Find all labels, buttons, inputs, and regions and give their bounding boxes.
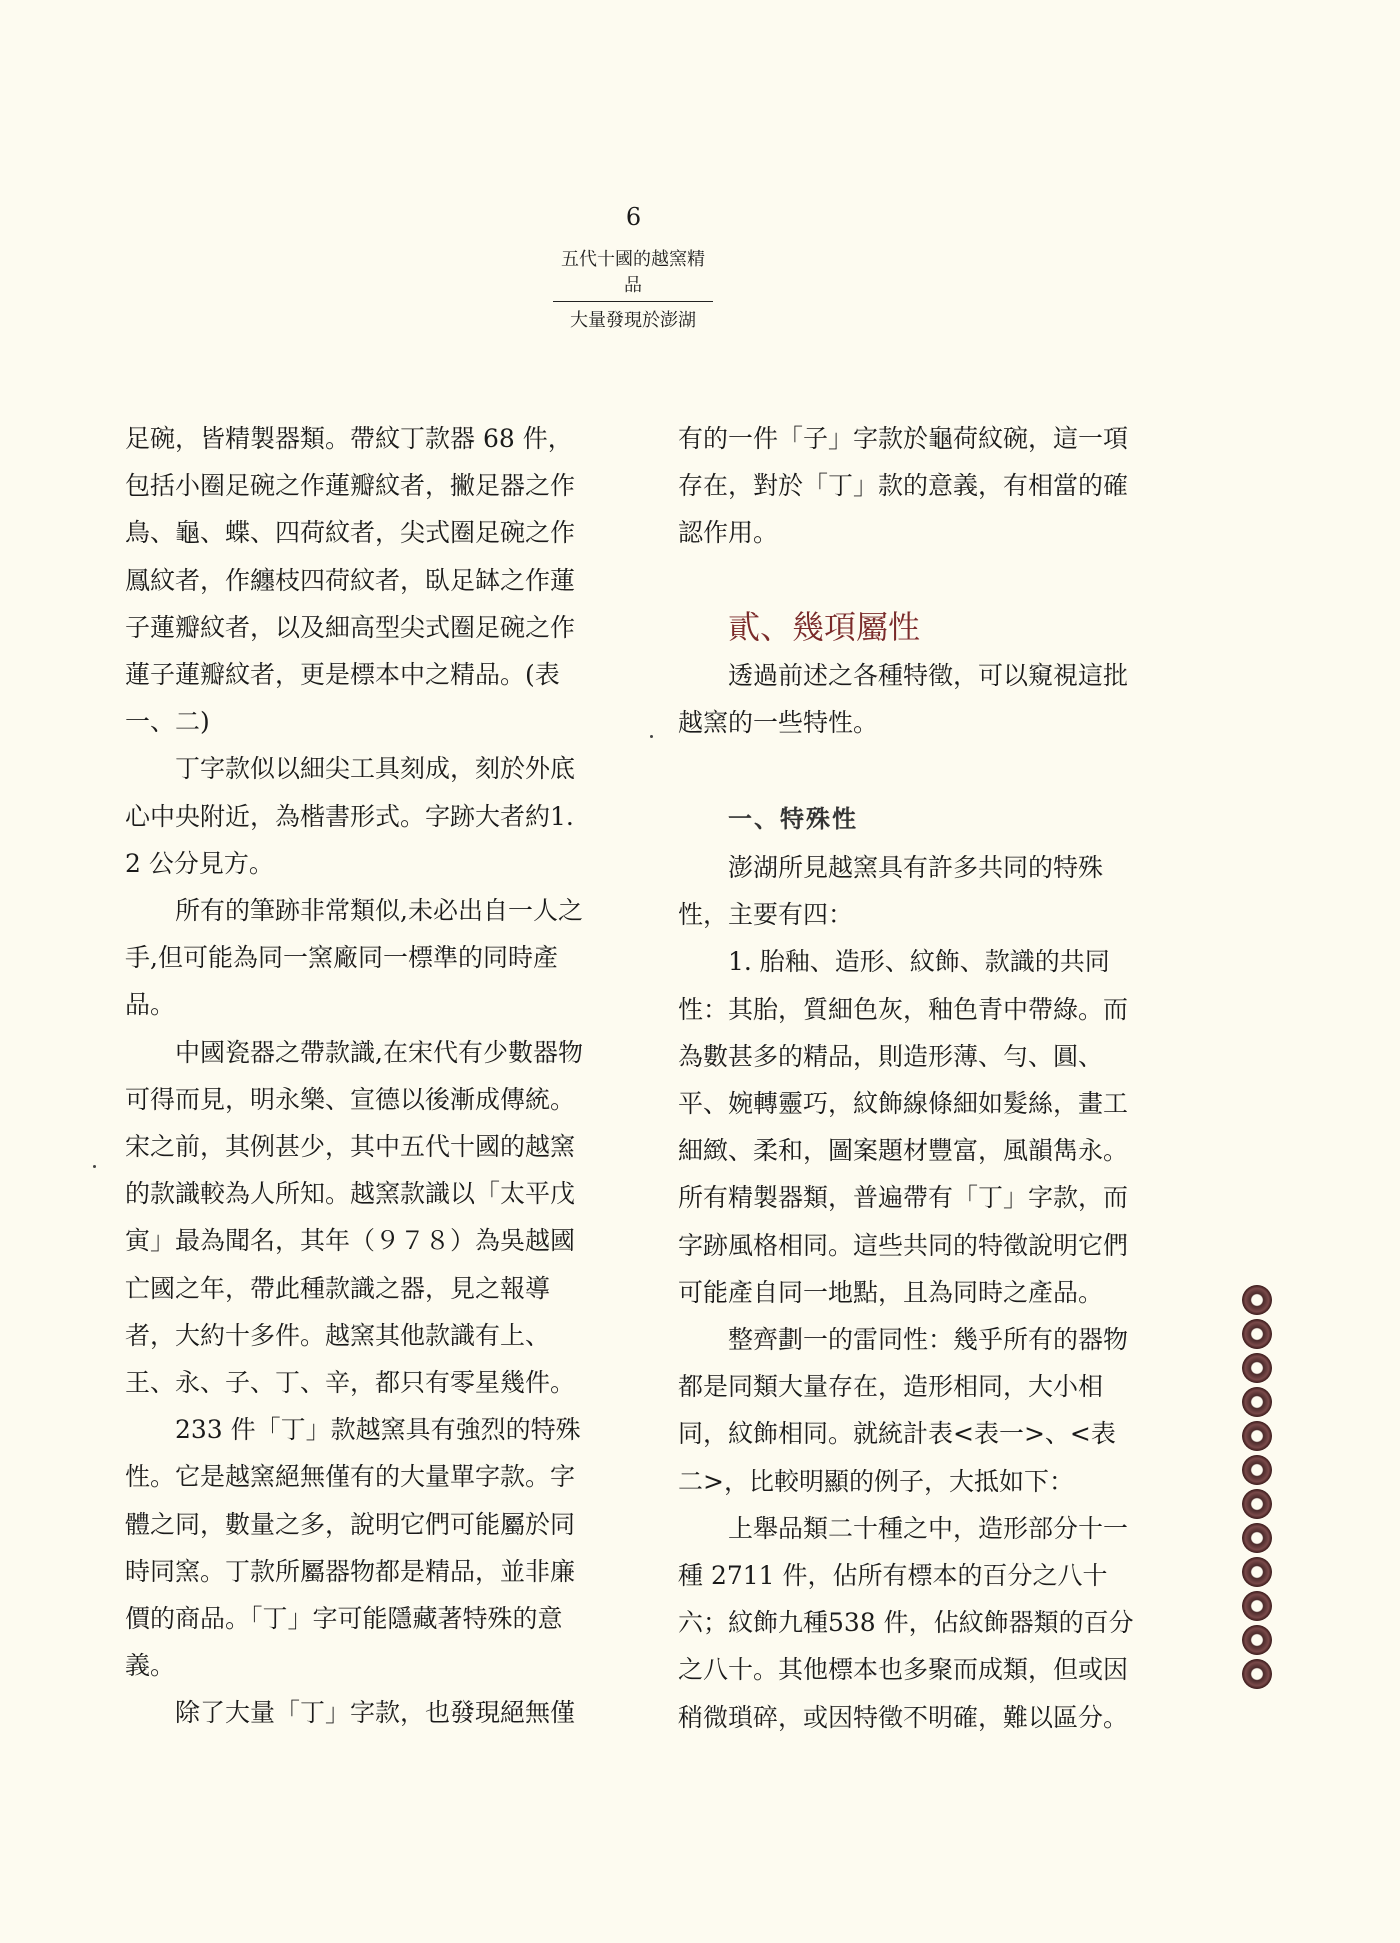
seal-ornament-icon	[1242, 1591, 1272, 1621]
scan-speck	[650, 735, 653, 738]
seal-ornament-icon	[1242, 1319, 1272, 1349]
right-paragraph: 整齊劃一的雷同性：幾乎所有的器物都是同類大量存在，造形相同，大小相同，紋飾相同。就統計表<表一>、<表二>，比較明顯的例子，大抵如下：	[678, 1325, 1129, 1496]
right-paragraph: 澎湖所見越窯具有許多共同的特殊性，主要有四：	[678, 853, 1104, 930]
seal-ornament-icon	[1242, 1421, 1272, 1451]
seal-ornament-icon	[1242, 1387, 1272, 1417]
left-paragraph: 所有的筆跡非常類似,未必出自一人之手,但可能為同一窯廠同一標準的同時產品。	[125, 896, 583, 1020]
left-paragraph: 中國瓷器之帶款識,在宋代有少數器物可得而見，明永樂、宣德以後漸成傳統。宋之前，其例甚少，其中五代十國的越窯的款識較為人所知。越窯款識以「太平戊寅」最為聞名，其年（９７８）為吳越國亡國之年，帶此種款識之器，見之報導者，大約十多件。越窯其他款識有上、王、永、子、丁、辛，都只有零星幾件。	[125, 1037, 583, 1398]
left-paragraph: 丁字款似以細尖工具刻成，刻於外底心中央附近，為楷書形式。字跡大者約1. 2 公分見方。	[125, 754, 576, 878]
seal-ornament-icon	[1242, 1557, 1272, 1587]
decorative-seal-column	[1237, 1285, 1277, 1693]
scan-speck	[93, 1165, 96, 1168]
header-title-line1: 五代十國的越窯精品	[553, 245, 713, 302]
section-paragraph: 透過前述之各種特徵，可以窺視這批越窯的一些特性。	[678, 660, 1129, 737]
seal-ornament-icon	[1242, 1659, 1272, 1689]
right-intro-paragraph: 有的一件「子」字款於龜荷紋碗，這一項存在，對於「丁」款的意義，有相當的確認作用。	[678, 424, 1129, 548]
right-column	[678, 415, 1138, 1741]
running-header	[553, 245, 713, 332]
left-paragraph: 足碗，皆精製器類。帶紋丁款器 68 件，包括小圈足碗之作蓮瓣紋者，撇足器之作鳥、龜、蝶、四荷紋者，尖式圈足碗之作鳳紋者，作纏枝四荷紋者，臥足缽之作蓮子蓮瓣紋者，以及細高型尖式圈足碗之作蓮子蓮瓣紋者，更是標本中之精品。(表一、二)	[125, 424, 576, 737]
seal-ornament-icon	[1242, 1285, 1272, 1315]
section-heading: 貳、幾項屬性	[728, 607, 921, 646]
right-paragraph: 1. 胎釉、造形、紋飾、款識的共同性：其胎，質細色灰，釉色青中帶綠。而為數甚多的精品，則造形薄、勻、圓、平、婉轉靈巧，紋飾線條細如髮絲，畫工細緻、柔和，圖案題材豐富，風韻雋永。所有精製器類，普遍帶有「丁」字款，而字跡風格相同。這些共同的特徵說明它們可能產自同一地點，且為同時之產品。	[678, 947, 1129, 1307]
seal-ornament-icon	[1242, 1489, 1272, 1519]
seal-ornament-icon	[1242, 1353, 1272, 1383]
right-paragraph: 上舉品類二十種之中，造形部分十一種 2711 件，佔所有標本的百分之八十六；紋飾九種538 件，佔紋飾器類的百分之八十。其他標本也多聚而成類，但或因稍微瑣碎，或因特徵不明確，難以區分。	[678, 1513, 1134, 1732]
left-column	[125, 415, 585, 1737]
page-number: 6	[625, 203, 642, 231]
left-paragraph: 233 件「丁」款越窯具有強烈的特殊性。它是越窯絕無僅有的大量單字款。字體之同，數量之多，說明它們可能屬於同時同窯。丁款所屬器物都是精品，並非廉價的商品。「丁」字可能隱藏著特殊的意義。	[125, 1415, 581, 1681]
left-paragraph: 除了大量「丁」字款，也發現絕無僅	[175, 1698, 576, 1728]
header-title-line2: 大量發現於澎湖	[570, 310, 696, 331]
seal-ornament-icon	[1242, 1625, 1272, 1655]
seal-ornament-icon	[1242, 1455, 1272, 1485]
subsection-heading: 一、特殊性	[728, 804, 858, 834]
seal-ornament-icon	[1242, 1523, 1272, 1553]
